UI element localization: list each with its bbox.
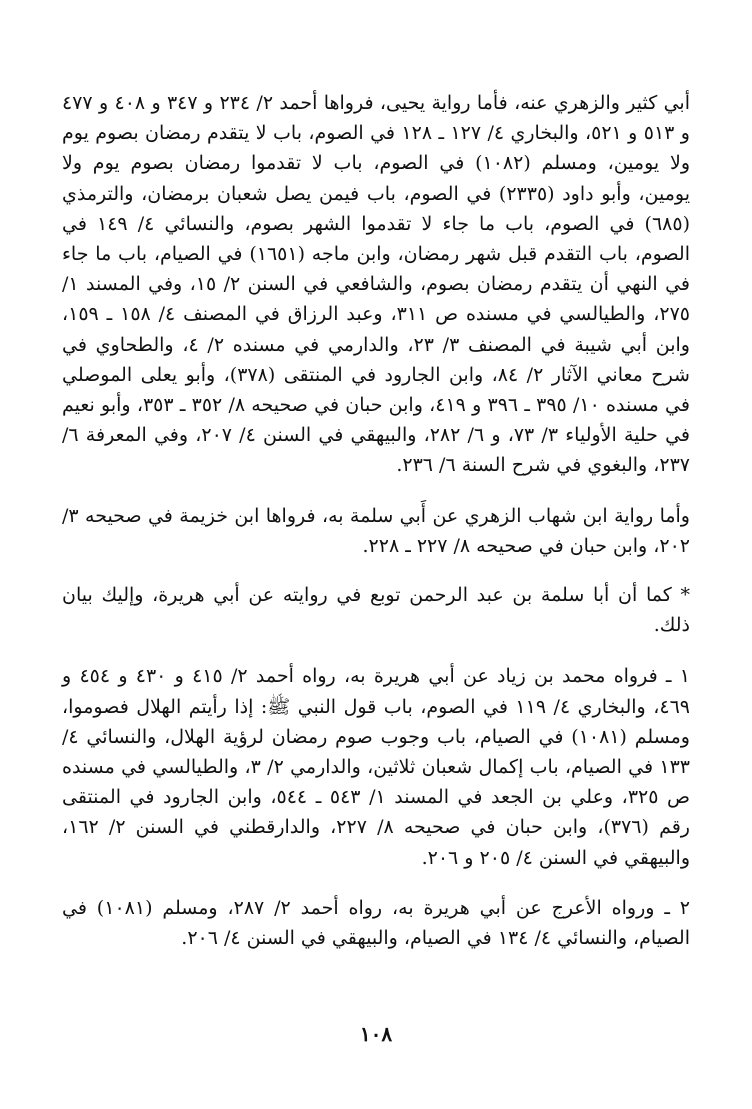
paragraph-muhammad-bin-ziyad: ١ ـ فرواه محمد بن زياد عن أبي هريرة به، رواه أحمد ٢/ ٤١٥ و ٤٣٠ و ٤٥٤ و ٤٦٩، والبخاري ٤/ ١١٩ في الصوم، باب قول النبي ﷺ: إذا رأيتم الهلال فصوموا، ومسلم (١٠٨١) في الصيام، باب وجوب صوم رمضان لرؤية الهلال، والنسائي ٤/ ١٣٣ في الصيام، باب إكمال شعبان ثلاثين، والدارمي ٢/ ٣، والطيالسي في مسنده ص ٣٢٥، وعلي بن الجعد في المسند ١/ ٥٤٣ ـ ٥٤٤، وابن الجارود في المنتقى رقم (٣٧٦)، وابن حبان في صحيحه ٨/ ٢٢٧، والدارقطني في السنن ٢/ ١٦٢، والبيهقي في السنن ٤/ ٢٠٥ و ٢٠٦. bbox=[62, 665, 690, 869]
paragraph-takhrij-yahya: أبي كثير والزهري عنه، فأما رواية يحيى، فرواها أحمد ٢/ ٢٣٤ و ٣٤٧ و ٤٠٨ و ٤٧٧ و ٥١٣ و ٥٢١، والبخاري ٤/ ١٢٧ ـ ١٢٨ في الصوم، باب لا يتقدم رمضان بصوم يوم ولا يومين، ومسلم (١٠٨٢) في الصوم، باب لا تقدموا رمضان بصوم يوم ولا يومين، وأبو داود (٢٣٣٥) في الصوم، باب فيمن يصل شعبان برمضان، والترمذي (٦٨٥) في الصوم، باب ما جاء لا تقدموا الشهر بصوم، والنسائي ٤/ ١٤٩ في الصوم، باب التقدم قبل شهر رمضان، وابن ماجه (١٦٥١) في الصيام، باب ما جاء في النهي أن يتقدم رمضان بصوم، والشافعي في السنن ٢/ ١٥، وفي المسند ١/ ٢٧٥، والطيالسي في مسنده ص ٣١١، وعبد الرزاق في المصنف ٤/ ١٥٨ ـ ١٥٩، وابن أبي شيبة في المصنف ٣/ ٢٣، والدارمي في مسنده ٢/ ٤، والطحاوي في شرح معاني الآثار ٢/ ٨٤، وابن الجارود في المنتقى (٣٧٨)، وأبو يعلى الموصلي في مسنده ١٠/ ٣٩٥ ـ ٣٩٦ و ٤١٩، وابن حبان في صحيحه ٨/ ٣٥٢ ـ ٣٥٣، وأبو نعيم في حلية الأولياء ٣/ ٧٣، و ٦/ ٢٨٢، والبيهقي في السنن ٤/ ٢٠٧، وفي المعرفة ٦/ ٢٣٧، والبغوي في شرح السنة ٦/ ٢٣٦. bbox=[62, 92, 691, 477]
paragraph-followers-note: * كما أن أبا سلمة بن عبد الرحمن توبع في روايته عن أبي هريرة، وإليك بيان ذلك. bbox=[62, 584, 690, 637]
paragraph-al-araj: ٢ ـ ورواه الأعرج عن أبي هريرة به، رواه أحمد ٢/ ٢٨٧، ومسلم (١٠٨١) في الصيام، والنسائي ٤/ ١٣٤ في الصيام، والبيهقي في السنن ٤/ ٢٠٦. bbox=[62, 896, 690, 950]
paragraph-zuhri-narration: وأما رواية ابن شهاب الزهري عن أَبي سلمة به، فرواها ابن خزيمة في صحيحه ٣/ ٢٠٢، وابن حبان في صحيحه ٨/ ٢٢٧ ـ ٢٢٨. bbox=[62, 504, 690, 557]
page-number: ١٠٨ bbox=[359, 1022, 393, 1046]
